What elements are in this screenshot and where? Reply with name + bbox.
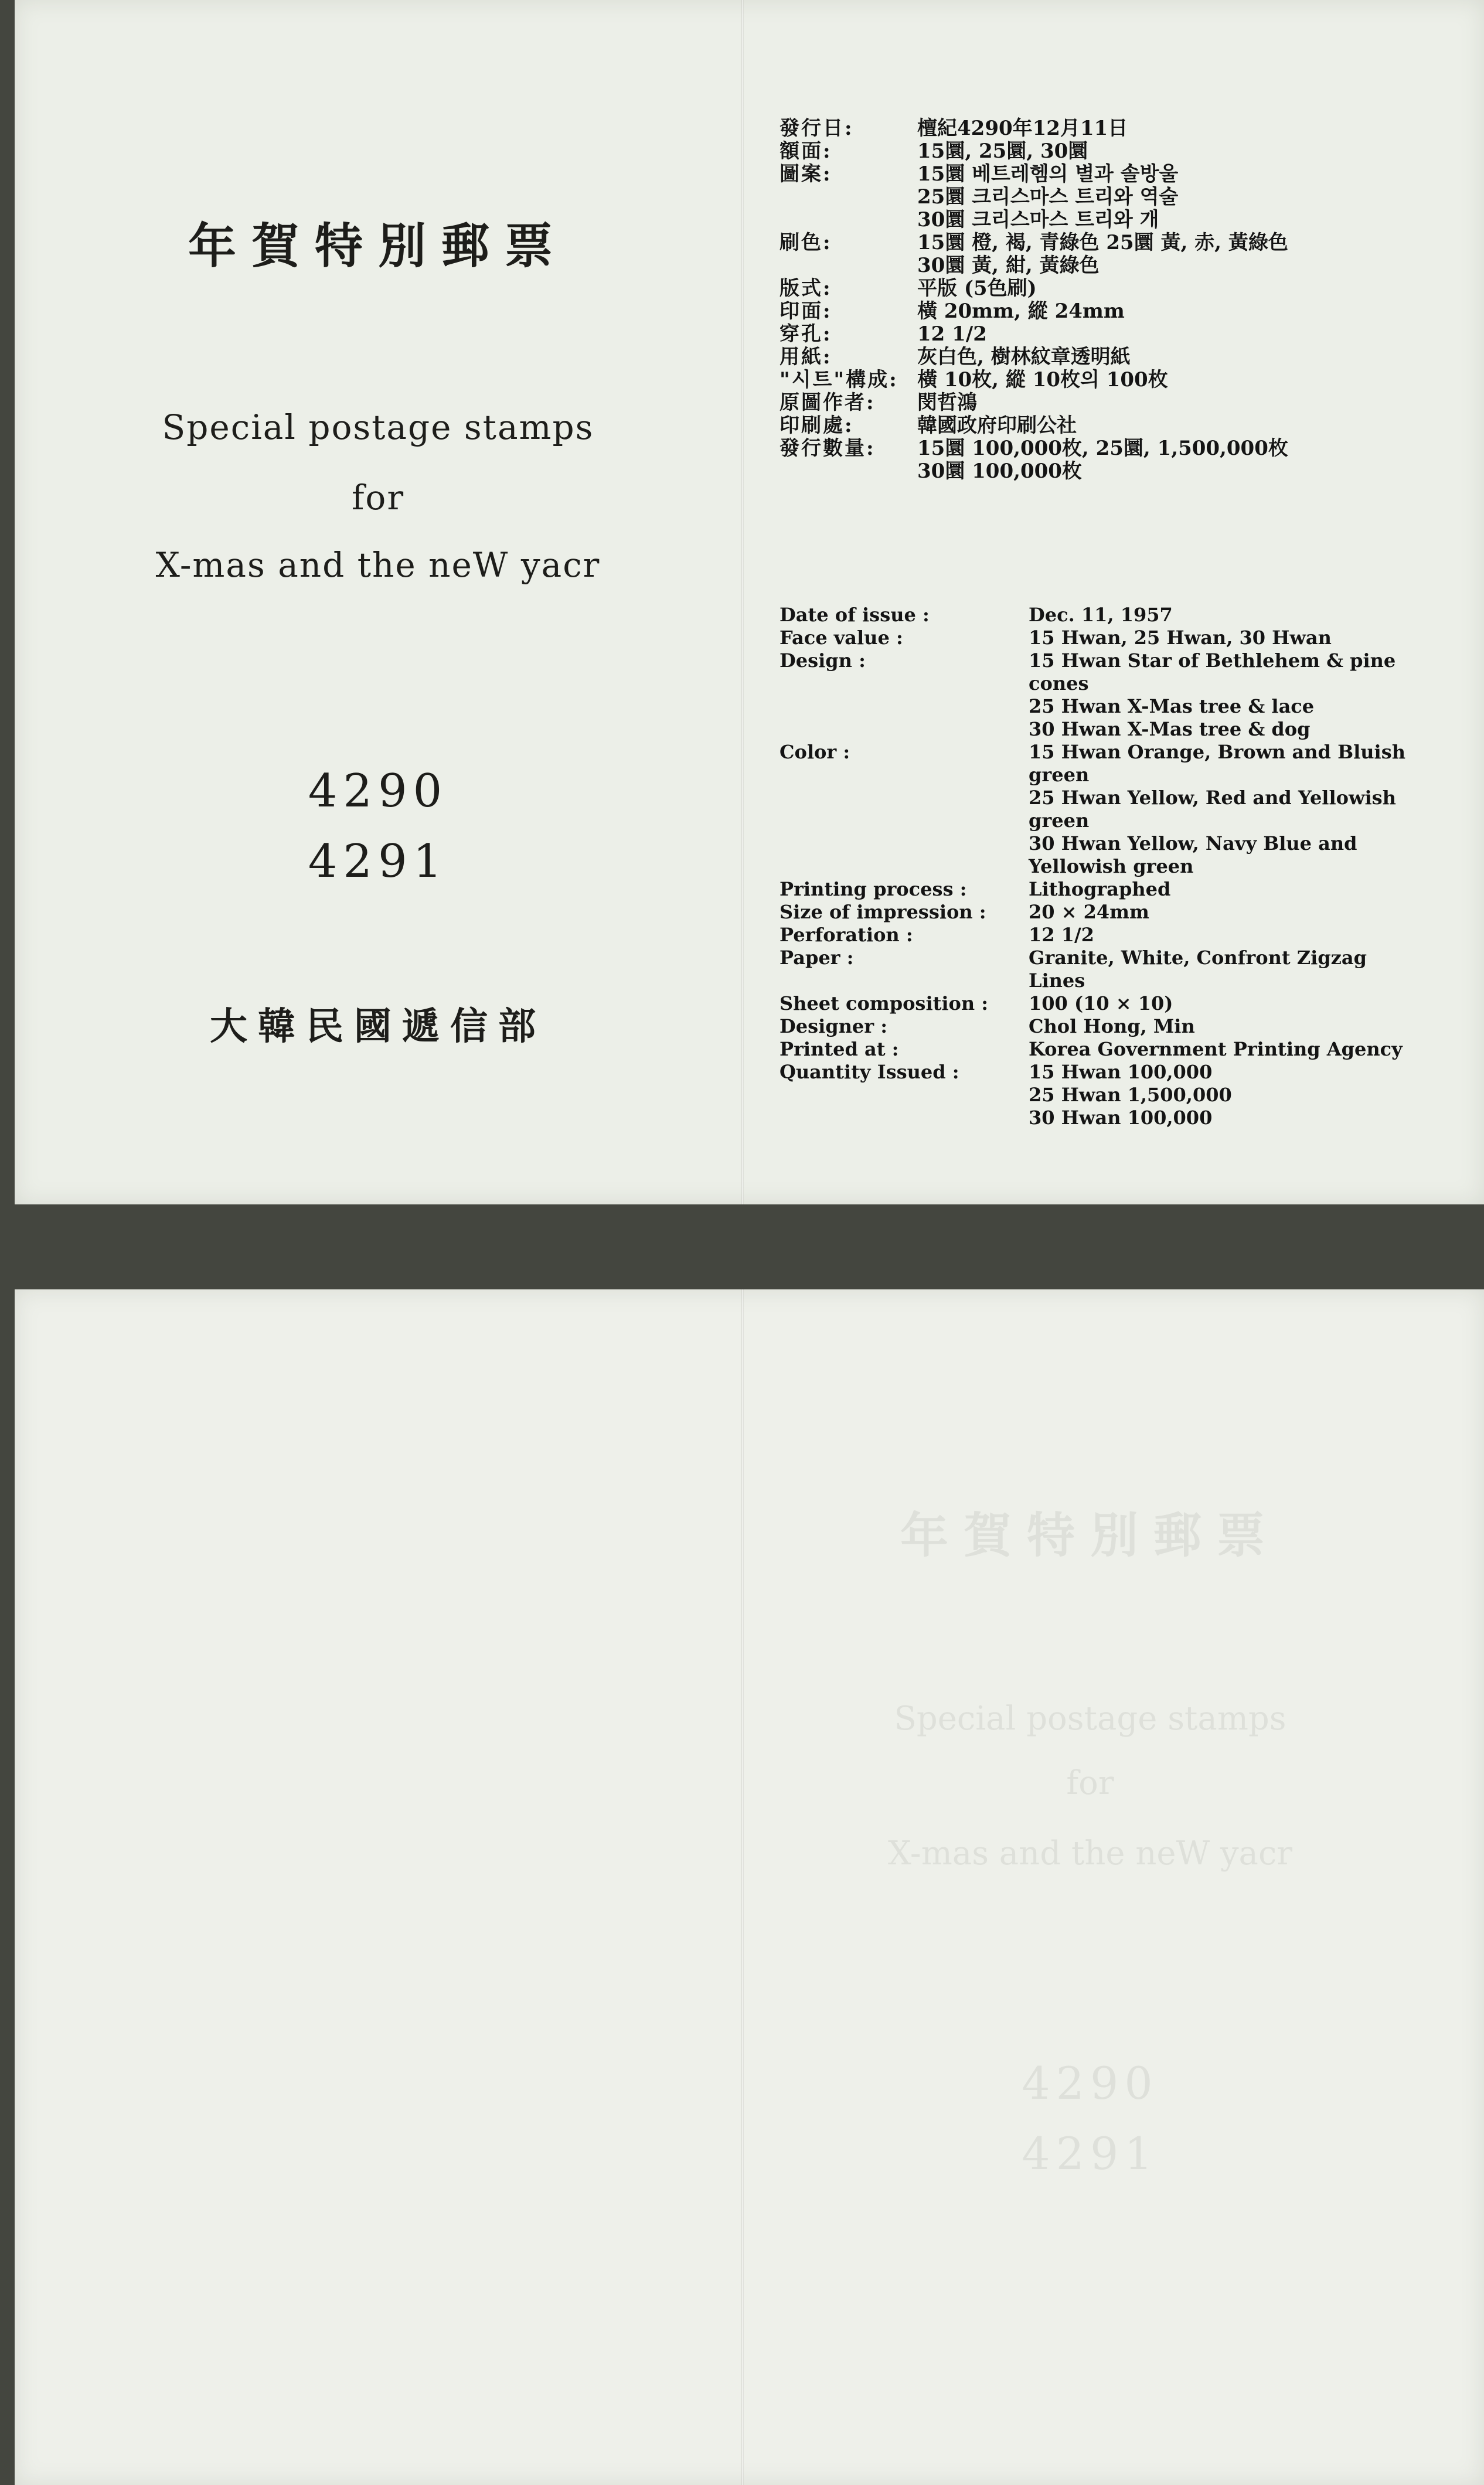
cover-title-korean: 年賀特別郵票: [188, 218, 568, 274]
english-spec-row: [780, 764, 1483, 787]
folder-back-sheet: [15, 1289, 1484, 2485]
spec-label: [780, 186, 917, 209]
spec-label: Face value :: [780, 627, 903, 649]
spec-label: [780, 460, 917, 483]
spec-label: [780, 695, 1029, 718]
english-spec-row: [780, 604, 1483, 627]
spec-label: 額面:: [780, 139, 832, 163]
english-spec-row: [780, 718, 1483, 741]
korean-spec-row: [780, 323, 1483, 346]
spec-value: Yellowish green: [1029, 855, 1194, 877]
english-spec-row: [780, 1061, 1483, 1084]
korean-spec-row: [780, 232, 1483, 254]
spec-label: [780, 672, 1029, 695]
spec-label: "시트"構成:: [780, 368, 898, 392]
spec-value: 15 Hwan Orange, Brown and Bluish: [1029, 741, 1405, 763]
korean-spec-row: [780, 346, 1483, 369]
english-spec-row: [780, 878, 1483, 901]
spec-label: Printed at :: [780, 1038, 899, 1060]
spec-value: Korea Government Printing Agency: [1029, 1038, 1403, 1060]
spec-value: 韓國政府印刷公社: [917, 414, 1077, 437]
spec-label: [780, 787, 1029, 809]
spec-value: 30 Hwan X-Mas tree & dog: [1029, 718, 1311, 740]
english-spec-row: [780, 672, 1483, 695]
fold-crease: [741, 1289, 744, 2485]
show-through-line-2: for: [1066, 1764, 1114, 1802]
english-spec-row: [780, 947, 1483, 969]
spec-value: 15 Hwan 100,000: [1029, 1061, 1213, 1083]
korean-spec-row: [780, 437, 1483, 460]
fold-crease: [741, 0, 744, 1204]
folder-top-sheet: [15, 0, 1484, 1204]
spec-value: 100 (10 × 10): [1029, 992, 1173, 1015]
spec-label: Printing process :: [780, 878, 967, 900]
korean-spec-row: [780, 186, 1483, 209]
spec-value: 15圜 橙, 褐, 青綠色 25圜 黃, 赤, 黃綠色: [917, 231, 1288, 254]
cover-year-2: 4291: [308, 835, 448, 888]
spec-value: 15圜 베트레헴의 별과 솔방울: [917, 162, 1179, 186]
english-spec-row: [780, 969, 1483, 992]
spec-value: Lithographed: [1029, 878, 1171, 900]
spec-label: Sheet composition :: [780, 992, 989, 1015]
spec-label: [780, 254, 917, 277]
spec-label: [780, 855, 1029, 878]
spec-label: 版式:: [780, 277, 832, 300]
english-spec-row: [780, 1038, 1483, 1061]
spec-label: 發行日:: [780, 117, 854, 140]
spec-label: [780, 809, 1029, 832]
cover-english-line-1: Special postage stamps: [162, 407, 594, 447]
spec-label: 印面:: [780, 299, 832, 323]
spec-value: 平版 (5色刷): [917, 277, 1037, 300]
spec-label: Designer :: [780, 1015, 888, 1037]
english-spec-row: [780, 1107, 1483, 1129]
spec-value: 30圜 100,000枚: [917, 459, 1082, 483]
spec-label: 用紙:: [780, 345, 832, 369]
english-spec-row: [780, 832, 1483, 855]
english-spec-row: [780, 924, 1483, 947]
spec-label: [780, 1084, 1029, 1107]
spec-value: 30圜 黃, 紺, 黃綠色: [917, 254, 1100, 277]
cover-year-1: 4290: [308, 765, 448, 818]
english-spec-row: [780, 741, 1483, 764]
show-through-line-1: Special postage stamps: [894, 1700, 1286, 1738]
english-spec-row: [780, 1084, 1483, 1107]
english-spec-row: [780, 809, 1483, 832]
spec-label: 原圖作者:: [780, 391, 876, 414]
spec-value: 橫 10枚, 縱 10枚의 100枚: [917, 368, 1168, 392]
spec-label: Design :: [780, 649, 866, 672]
korean-spec-row: [780, 369, 1483, 392]
spec-value: Lines: [1029, 969, 1085, 992]
spec-value: 15 Hwan, 25 Hwan, 30 Hwan: [1029, 627, 1332, 649]
spec-label: [780, 209, 917, 232]
korean-spec-row: [780, 117, 1483, 140]
spec-value: 15圜 100,000枚, 25圜, 1,500,000枚: [917, 437, 1288, 460]
spec-label: 印刷處:: [780, 414, 854, 437]
english-specifications: [780, 604, 1483, 1129]
spec-value: 25 Hwan X-Mas tree & lace: [1029, 695, 1315, 717]
spec-value: 30 Hwan 100,000: [1029, 1107, 1213, 1129]
spec-value: 15圜, 25圜, 30圜: [917, 139, 1088, 163]
korean-spec-row: [780, 254, 1483, 277]
spec-label: [780, 832, 1029, 855]
spec-label: 刷色:: [780, 231, 832, 254]
spec-label: 穿孔:: [780, 322, 832, 346]
spec-value: 12 1/2: [917, 322, 987, 346]
spec-value: cones: [1029, 672, 1089, 695]
spec-value: 30圜 크리스마스 트리와 개: [917, 208, 1159, 232]
spec-value: 25 Hwan Yellow, Red and Yellowish: [1029, 787, 1396, 809]
english-spec-row: [780, 649, 1483, 672]
korean-specifications: [780, 117, 1483, 483]
spec-value: green: [1029, 764, 1090, 786]
spec-label: Date of issue :: [780, 604, 930, 626]
spec-value: 30 Hwan Yellow, Navy Blue and: [1029, 832, 1357, 855]
spec-label: [780, 969, 1029, 992]
english-spec-row: [780, 901, 1483, 924]
english-spec-row: [780, 992, 1483, 1015]
spec-value: Granite, White, Confront Zigzag: [1029, 947, 1367, 969]
korean-spec-row: [780, 277, 1483, 300]
english-spec-row: [780, 1015, 1483, 1038]
korean-spec-row: [780, 414, 1483, 437]
spec-label: Color :: [780, 741, 850, 763]
spec-value: 12 1/2: [1029, 924, 1094, 946]
spec-label: Perforation :: [780, 924, 913, 946]
spec-label: 圖案:: [780, 162, 832, 186]
cover-panel: [15, 0, 741, 1204]
spec-label: [780, 764, 1029, 787]
spec-value: Dec. 11, 1957: [1029, 604, 1173, 626]
english-spec-row: [780, 855, 1483, 878]
spec-label: [780, 718, 1029, 741]
korean-spec-row: [780, 140, 1483, 163]
korean-spec-row: [780, 163, 1483, 186]
korean-spec-row: [780, 460, 1483, 483]
show-through-line-3: X-mas and the neW yacr: [887, 1834, 1293, 1873]
spec-label: Quantity Issued :: [780, 1061, 959, 1083]
show-through-year-2: 4291: [1022, 2127, 1159, 2180]
spec-label: 發行數量:: [780, 437, 876, 460]
korean-spec-row: [780, 300, 1483, 323]
spec-value: 25圜 크리스마스 트리와 역술: [917, 185, 1179, 209]
english-spec-row: [780, 695, 1483, 718]
show-through-title: 年賀特別郵票: [900, 1507, 1280, 1564]
spec-value: 橫 20mm, 縱 24mm: [917, 299, 1125, 323]
spec-value: green: [1029, 809, 1090, 832]
spec-label: [780, 1107, 1029, 1129]
spec-value: 20 × 24mm: [1029, 901, 1149, 923]
english-spec-row: [780, 787, 1483, 809]
spec-value: Chol Hong, Min: [1029, 1015, 1195, 1037]
korean-spec-row: [780, 392, 1483, 414]
spec-value: 灰白色, 樹林紋章透明紙: [917, 345, 1131, 369]
cover-english-line-2: for: [351, 478, 405, 518]
korean-spec-row: [780, 209, 1483, 232]
cover-english-line-3: X-mas and the neW yacr: [155, 545, 601, 585]
show-through-year-1: 4290: [1022, 2057, 1159, 2109]
spec-value: 15 Hwan Star of Bethlehem & pine: [1029, 649, 1396, 672]
cover-publisher: 大韓民國遞信部: [210, 1005, 546, 1049]
spec-value: 25 Hwan 1,500,000: [1029, 1084, 1232, 1106]
spec-value: 檀紀4290年12月11日: [917, 117, 1128, 140]
spec-label: Paper :: [780, 947, 854, 969]
english-spec-row: [780, 627, 1483, 649]
spec-label: Size of impression :: [780, 901, 986, 923]
spec-value: 閔哲鴻: [917, 391, 977, 414]
